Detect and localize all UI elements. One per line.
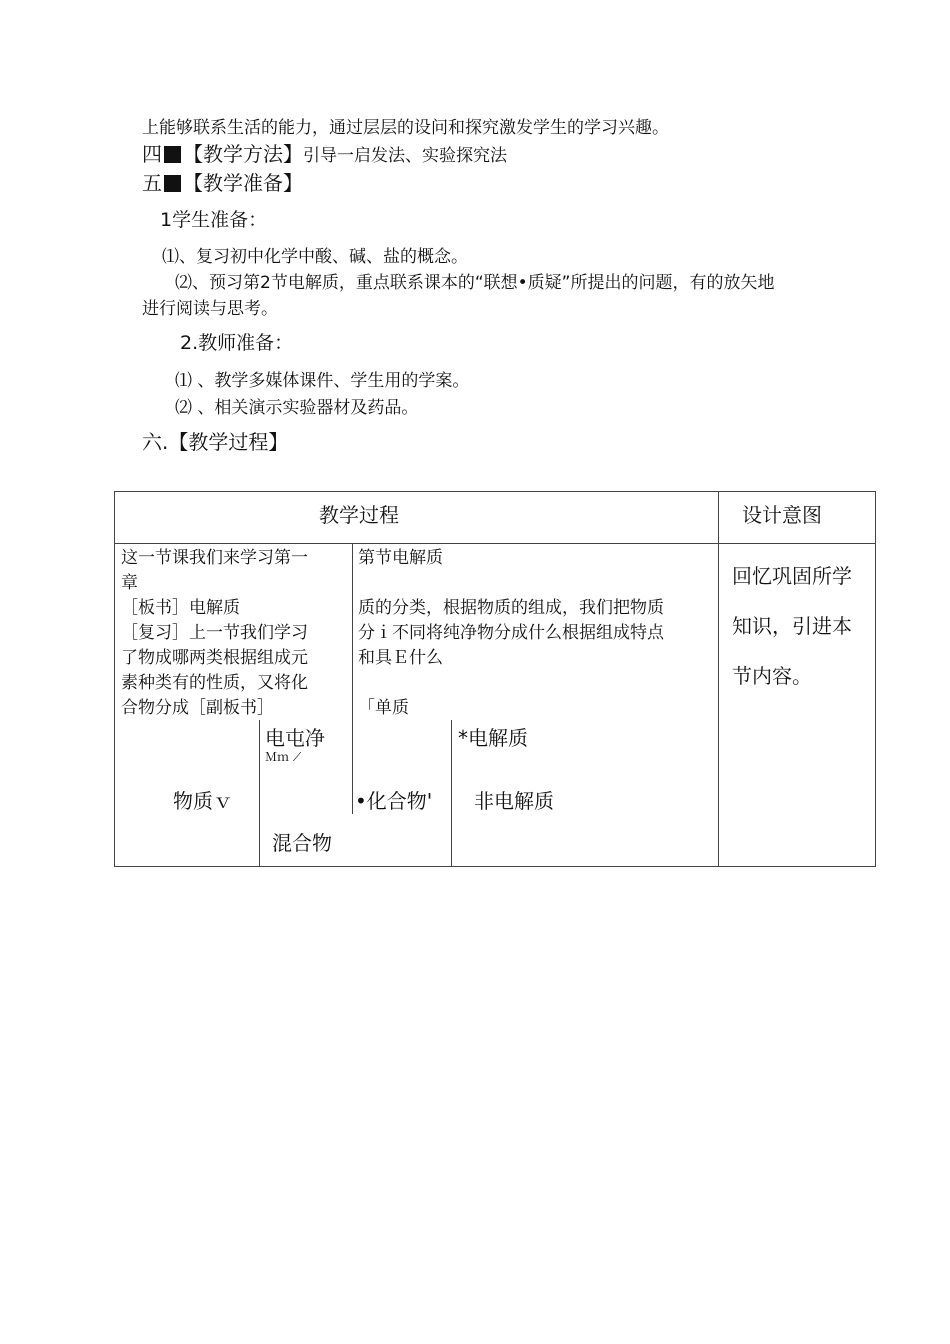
left-text-3: ［板书］电解质 [121,598,240,618]
method-prefix: 四 [142,142,162,166]
student-item-1: ⑴、复习初中化学中酸、碱、盐的概念。 [162,247,468,267]
tree-matter: 物质ｖ [173,789,233,813]
intent-text-1: 回忆巩固所学 [732,564,852,588]
mid-single: 「单质 [358,698,409,718]
tree-pure-sub: Ｍｍ ⟋ [265,750,302,764]
student-item-2: ⑵、预习第2节电解质，重点联系课本的“联想•质疑”所提出的问题，有的放矢地 [175,273,775,293]
header-divider [115,543,875,544]
left-text-7: 合物分成［副板书］ [121,698,274,718]
student-prep-title: 1学生准备： [160,209,268,231]
mid-text-2: 分ｉ不同将纯净物分成什么根据组成特点 [358,623,664,643]
intro-line: 上能够联系生活的能力，通过层层的设问和探究激发学生的学习兴趣。 [142,118,669,138]
left-text-1: 这一节课我们来学习第一 [121,548,308,568]
prep-heading [142,167,303,196]
tree-mixture: 混合物 [272,831,332,855]
prep-prefix: 五 [142,171,162,195]
tree-divider-b [451,720,452,866]
method-text: 引导一启发法、实验探究法 [303,146,507,166]
mid-text-3: 和具Ｅ什么 [358,648,443,668]
left-text-5: 了物成哪两类根据组成元 [121,648,308,668]
black-square-icon [164,175,181,192]
teaching-process-table [114,491,876,867]
teacher-item-1: ⑴ 、教学多媒体课件、学生用的学案。 [175,371,470,391]
tree-pure: 电屯净 [265,726,325,750]
mid-text-1: 质的分类，根据物质的组成，我们把物质 [358,598,664,618]
left-text-6: 素种类有的性质，又将化 [121,673,308,693]
left-middle-divider [352,544,353,814]
mid-title: 第节电解质 [358,548,443,568]
teacher-item-2: ⑵ 、相关演示实验器材及药品。 [175,398,419,418]
left-text-2: 章 [121,573,138,593]
prep-title: 【教学准备】 [183,171,303,195]
process-heading: 六.【教学过程】 [142,430,289,454]
tree-divider-a [259,720,260,866]
tree-compound: •化合物' [355,789,433,813]
method-heading [142,138,507,167]
tree-nonelectrolyte: 非电解质 [474,789,554,813]
header-process: 教学过程 [319,503,399,527]
intent-column-divider [718,492,719,866]
student-item-2-cont: 进行阅读与思考。 [142,299,278,319]
intent-text-3: 节内容。 [732,664,812,688]
intent-text-2: 知识，引进本 [732,614,852,638]
method-title: 【教学方法】 [183,142,303,166]
header-intent: 设计意图 [742,503,822,527]
black-square-icon [164,146,181,163]
tree-electrolyte: *电解质 [458,726,528,750]
left-text-4: ［复习］上一节我们学习 [121,623,308,643]
teacher-prep-title: 2.教师准备： [180,332,294,354]
